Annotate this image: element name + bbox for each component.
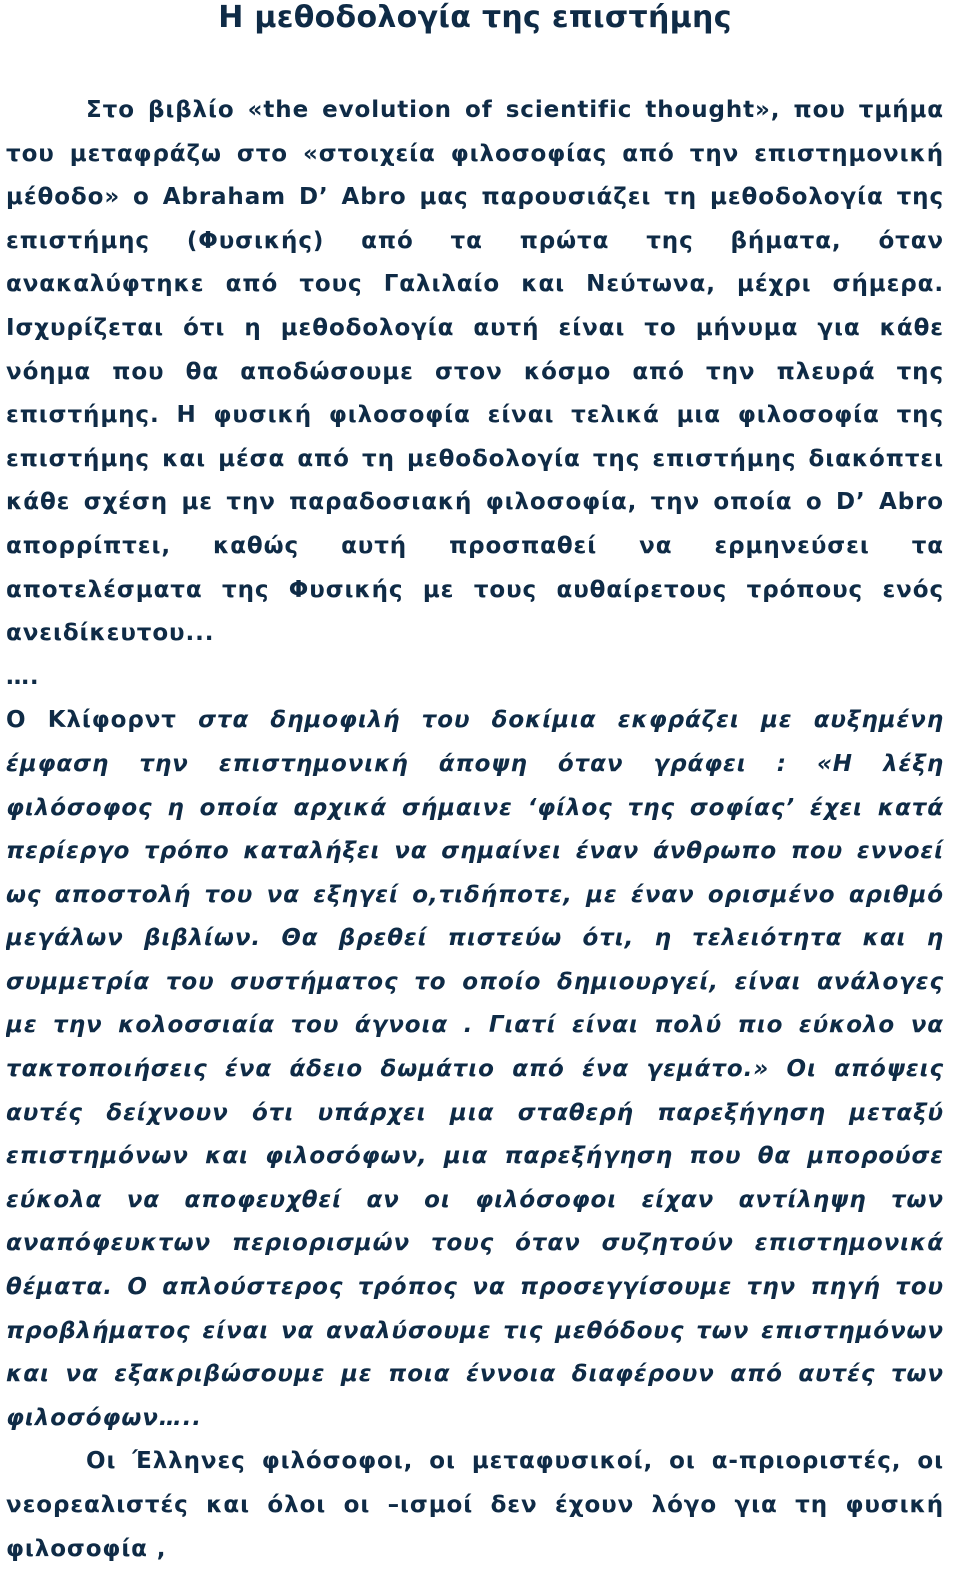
text-line: απορρίπτει, καθώς αυτή προσπαθεί να ερμηνεύσει τα: [6, 532, 944, 559]
text-line: Στο βιβλίο «the evolution of scientific thought», που τμήμα: [86, 97, 944, 123]
text-line: φιλοσόφων…..: [6, 1404, 202, 1431]
text-line: κάθε σχέση με την παραδοσιακή φιλοσοφία, την οποία ο D’ Abro: [6, 489, 944, 516]
text-line: νόημα που θα αποδώσουμε στον κόσμο από την πλευρά της: [6, 358, 944, 385]
text-line: ανακαλύφτηκε από τους Γαλιλαίο και Νεύτωνα, μέχρι σήμερα.: [6, 271, 944, 298]
text-line: φιλόσοφος η οποία αρχικά σήμαινε ‘φίλος της σοφίας’ έχει κατά: [6, 794, 944, 821]
text-line: ως αποστολή του να εξηγεί ο,τιδήποτε, με έναν ορισμένο αριθμό: [6, 881, 944, 908]
text-line: έμφαση την επιστημονική άποψη όταν γράφει : «Η λέξη: [6, 750, 944, 777]
text-line: εύκολα να αποφευχθεί αν οι φιλόσοφοι είχαν αντίληψη των: [6, 1186, 944, 1213]
page-title: Η μεθοδολογία της επιστήμης: [218, 0, 732, 35]
text-line: αυτές δείχνουν ότι υπάρχει μια σταθερή παρεξήγηση μεταξύ: [6, 1099, 944, 1126]
text-line: φιλοσοφία ,: [6, 1535, 167, 1562]
text-line: προβλήματος είναι να αναλύσουμε τις μεθόδους των επιστημόνων: [6, 1317, 944, 1344]
text-line: μεγάλων βιβλίων. Θα βρεθεί πιστεύω ότι, η τελειότητα και η: [6, 925, 944, 952]
author-name: Ο Κλίφορντ: [6, 707, 177, 734]
text-line: ανειδίκευτου...: [6, 620, 215, 647]
text-line: νεορεαλιστές και όλοι οι –ισμοί δεν έχουν λόγο για τη φυσική: [6, 1492, 944, 1518]
text-line: επιστημόνων και φιλοσόφων, μια παρεξήγηση που θα μπορούσε: [6, 1143, 944, 1170]
text-line: θέματα. Ο απλούστερος τρόπος να προσεγγίσουμε την πηγή του: [6, 1274, 944, 1301]
ellipsis-line: ….: [6, 663, 40, 690]
text-line: του μεταφράζω στο «στοιχεία φιλοσοφίας από την επιστημονική: [6, 140, 944, 167]
text-line: Οι Έλληνες φιλόσοφοι, οι μεταφυσικοί, οι α-πριοριστές, οι: [86, 1448, 944, 1475]
paragraph-1: [6, 89, 944, 656]
paragraph-2: [6, 699, 944, 1440]
text-line: συμμετρία του συστήματος το οποίο δημιουργεί, είναι ανάλογες: [6, 968, 944, 995]
text-line: επιστήμης και μέσα από τη μεθοδολογία της επιστήμης διακόπτει: [6, 445, 944, 472]
document-page: [6, 0, 944, 1571]
text-line: επιστήμης (Φυσικής) από τα πρώτα της βήματα, όταν: [6, 227, 944, 254]
text-line: τακτοποιήσεις ένα άδειο δωμάτιο από ένα γεμάτο.» Οι απόψεις: [6, 1056, 944, 1083]
text-segment: στα δημοφιλή του δοκίμια εκφράζει με αυξημένη: [176, 707, 944, 734]
text-line: με την κολοσσιαία του άγνοια . Γιατί είναι πολύ πιο εύκολο να: [6, 1012, 944, 1039]
text-line: μέθοδο» ο Abraham D’ Abro μας παρουσιάζει τη μεθοδολογία της: [6, 184, 944, 211]
text-line: περίεργο τρόπο καταλήξει να σημαίνει έναν άνθρωπο που εννοεί: [6, 838, 944, 865]
text-line: [6, 699, 944, 743]
text-line: αναπόφευκτων περιορισμών τους όταν συζητούν επιστημονικά: [6, 1230, 944, 1257]
text-line: επιστήμης. Η φυσική φιλοσοφία είναι τελικά μια φιλοσοφία της: [6, 402, 944, 429]
text-line: αποτελέσματα της Φυσικής με τους αυθαίρετους τρόπους ενός: [6, 576, 944, 603]
text-line: και να εξακριβώσουμε με ποια έννοια διαφέρουν από αυτές των: [6, 1361, 944, 1388]
document-body: [6, 89, 944, 1571]
paragraph-3: [6, 1440, 944, 1571]
text-line: Ισχυρίζεται ότι η μεθοδολογία αυτή είναι το μήνυμα για κάθε: [6, 314, 944, 341]
